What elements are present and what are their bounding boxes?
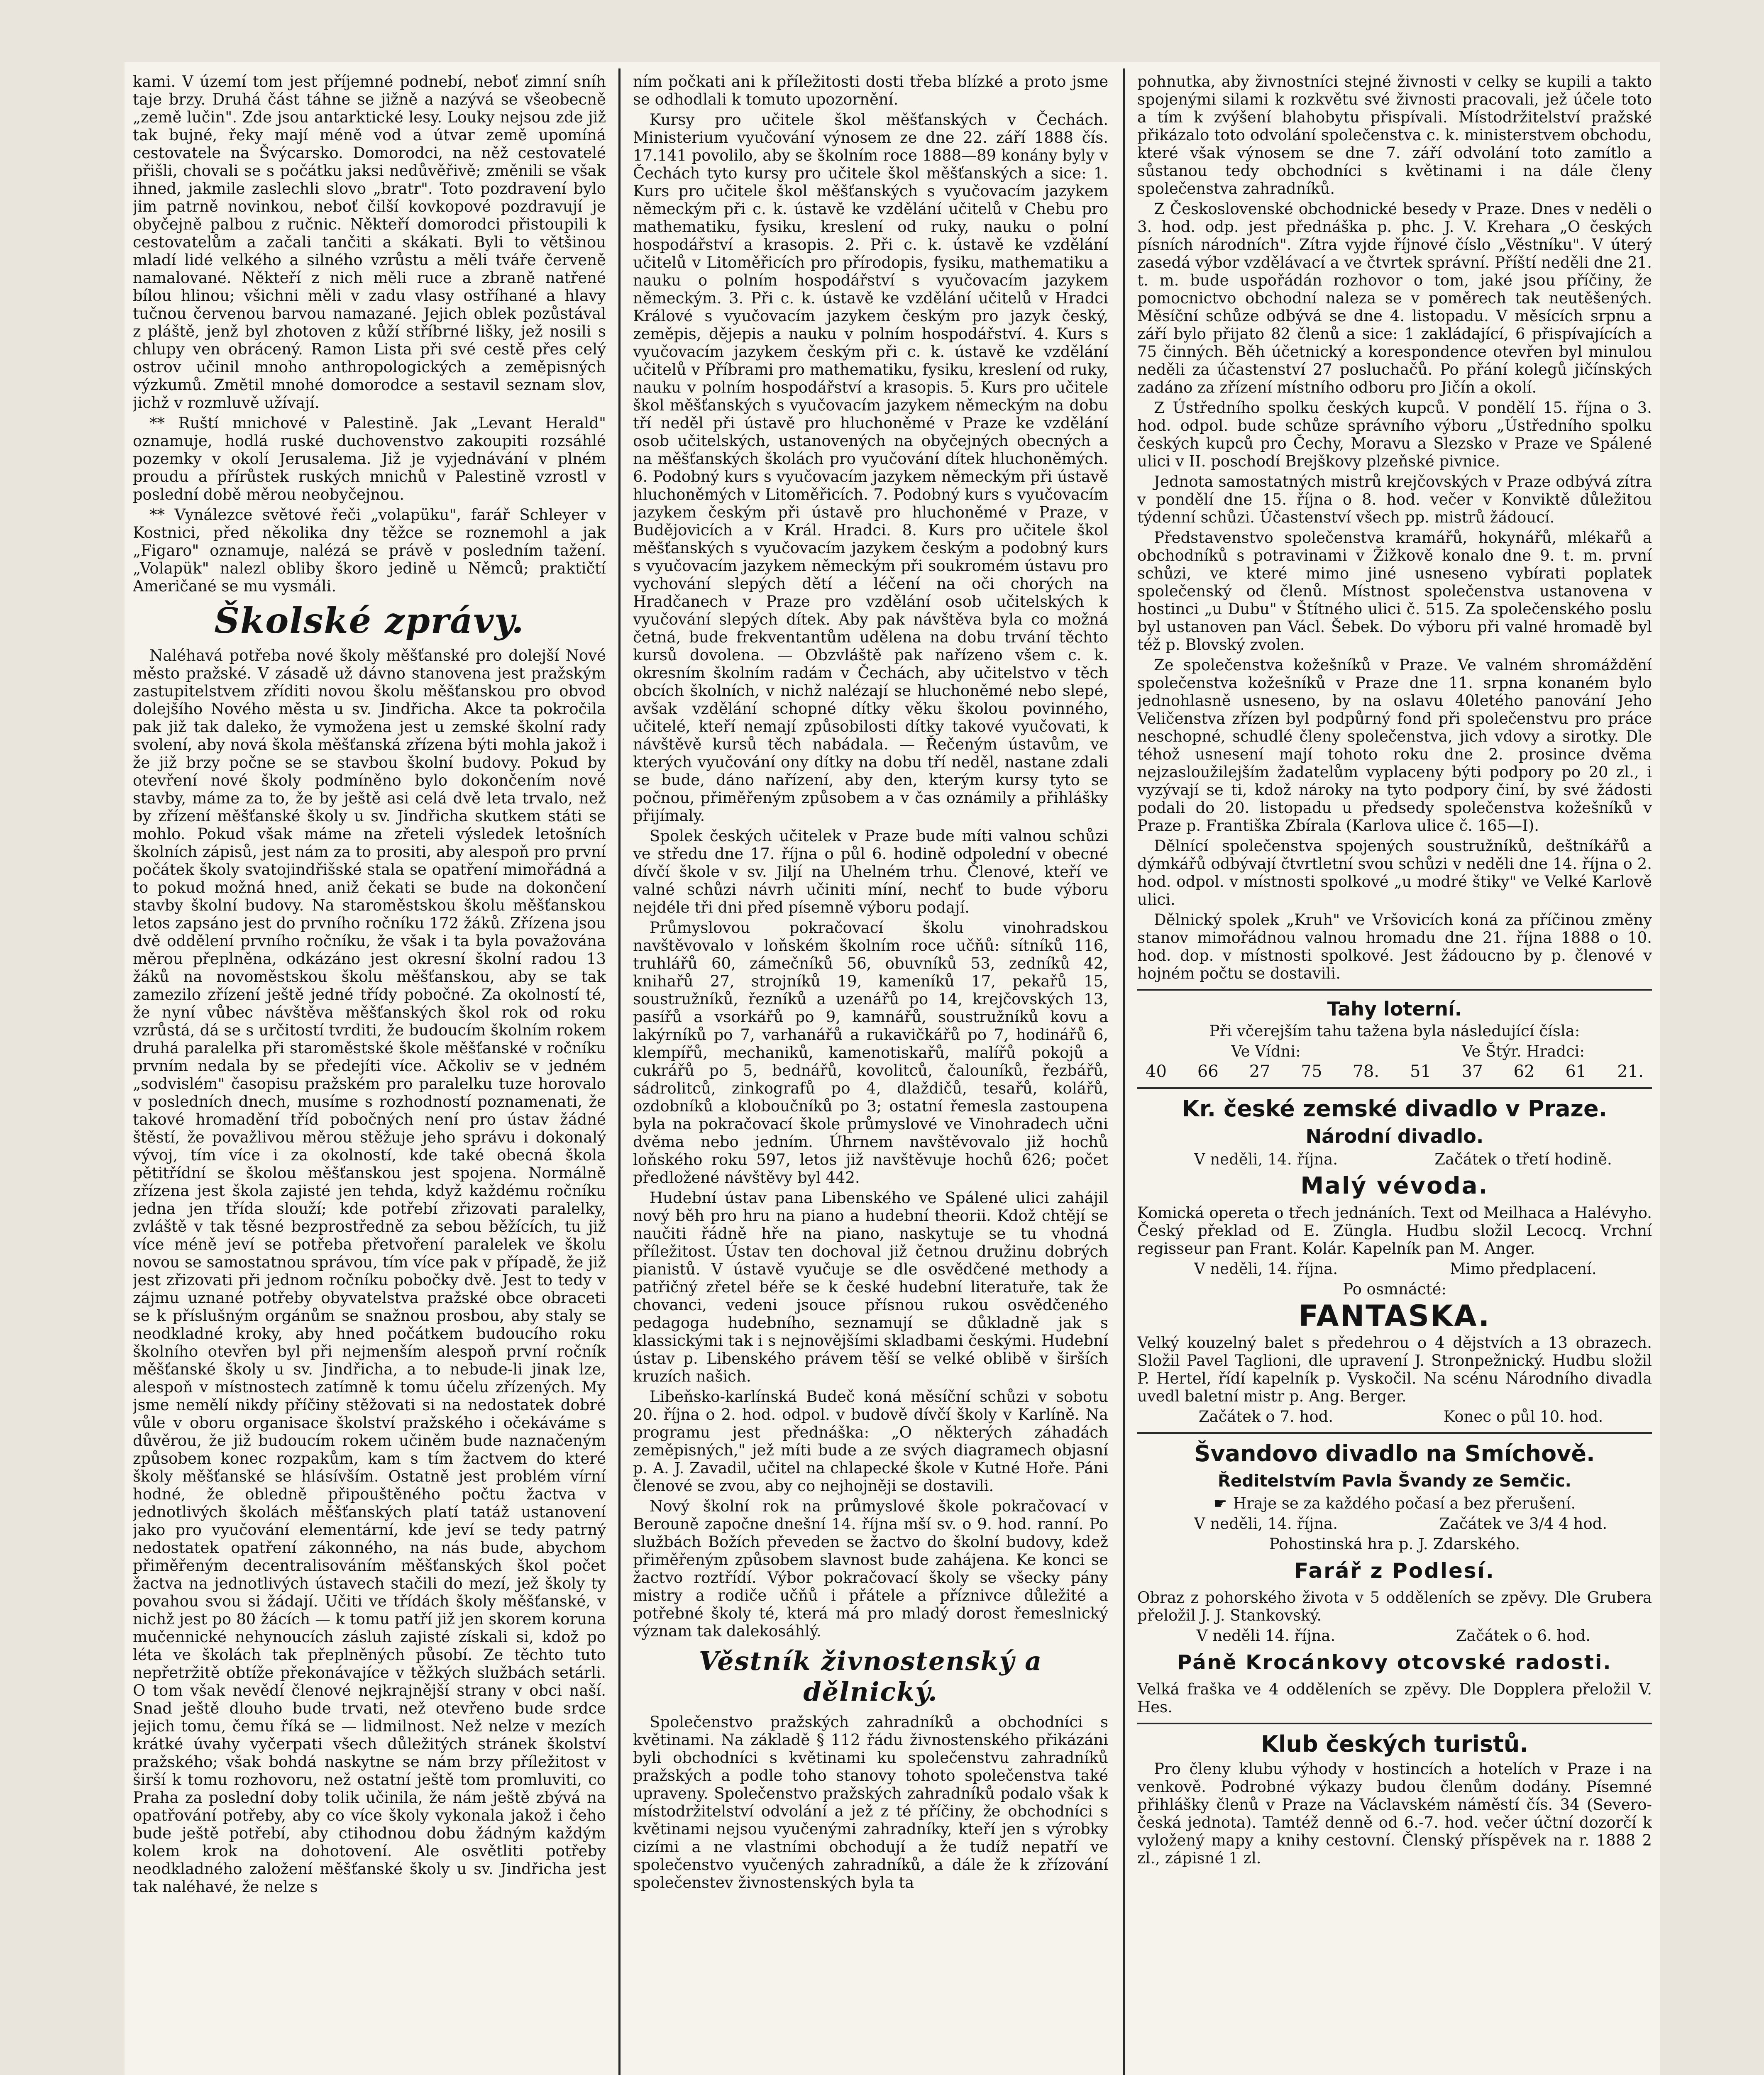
pointing-hand-icon: ☛	[1213, 1494, 1227, 1512]
lottery-locations	[1137, 1042, 1652, 1060]
national-theatre-subtitle: Národní divadlo.	[1305, 1125, 1484, 1147]
article-paragraph: Průmyslovou pokračovací školu vinohradskou navštěvovalo v loňském školním roce učňů: sítníků 116, truhlářů 60, zámečníků 56, obuvníků 53, zedníků 42, knihařů 27, strojníků 19, kameníků 17, pekařů 15, soustružníků, řezníků a uzenářů po 14, krejčovských 13, pasířů a vsorkářů po 9, kamnářů, soustružníků kovu a lakýrníků po 7, varhanářů a rukavičkářů po 7, hodinářů 6, klempířů, mechaniků, kamenotiskařů, malířů pokojů a cukrářů po 5, bednářů, kovolitců, čalouníků, řezbářů, sádrolitců, zinkografů po 4, dlaždičů, tesařů, kolářů, ozdobníků a kloboučníků po 3; ostatní řemesla zastoupena byla na pokračovací škole průmyslové ve Vinohradech učni dvěma nebo jedním. Úhrnem navštěvovalo již hochů loňského roku 597, letos již navštěvuje hochů 626; počet předložené návštěvy byl 442.	[633, 919, 1108, 1186]
lottery-number: 51	[1410, 1062, 1431, 1081]
divider	[1137, 1432, 1652, 1434]
article-paragraph: ** Ruští mnichové v Palestině. Jak „Levant Herald" oznamuje, hodlá ruské duchovenstvo zakoupiti rozsáhlé pozemky v okolí Jerusalema. Již je vyjednávání v plném proudu a přírůstek ruských mnichů v Palestině vzrostl v poslední době měrou neobyčejnou.	[133, 414, 606, 503]
article-paragraph: Spolek českých učitelek v Praze bude míti valnou schůzi ve středu dne 17. října o půl 6. hodině odpolední v obecné dívčí škole v sv. Jiljí na Uhelném trhu. Členové, kteří ve valné schůzi návrh učiniti míní, nechť to bude výboru nejdéle tři dni před písemně výboru podají.	[633, 827, 1108, 916]
column-3	[1137, 73, 1652, 2075]
article-paragraph: Naléhavá potřeba nové školy měšťanské pro dolejší Nové město pražské. V zásadě už dávno stanovena jest pražským zastupitelstvem zříditi novou školu měšťanskou pro obvod dolejšího Nového města u sv. Jindřicha. Akce ta pokročila pak již tak daleko, že vymožena jest u zemské školní rady svolení, aby nová škola měšťanská zřízena býti mohla jakož i že již brzy počne se se stavbou školní budovy. Pokud by otevření nové školy podmíněno bylo dokončením nové stavby, máme za to, že by ještě asi celá dvě leta trvalo, než by zřízení měšťanské školy u sv. Jindřicha skutkem státi se mohlo. Pokud však máme na zřeteli výsledek letošních školních zápisů, jest nám za to prositi, aby alespoň pro první počátek školy svatojindřišské stala se opatření mimořádná a to pokud možná hned, aniž čekati se bude na dokončení stavby školní budovy. Na staroměstskou školu měšťanskou letos zapsáno jest do prvního ročníku 172 žáků. Zřízena jsou dvě oddělení prvního ročníku, že však i ta byla považována měrou přeplněna, odkázáno jest okresní školní radou 13 žáků na novoměstskou školu měšťanskou, aby se tak zamezilo zřízení ještě jedné třídy pobočné. Za okolností té, že nyní vůbec návštěva měšťanských škol rok od roku vzrůstá, dá se s určitostí tvrditi, že budoucím školním rokem druhá paralelka při staroměstské škole měšťanské v ročníku prvním nedala by se předejíti více. Ačkoliv se v jedném „sodvislém" časopisu pražském pro paralelku tuze horovalo v posledních dnech, musíme s rozhodností poznamenati, že takové hromadění tříd pobočných není pro ústav žádné štěstí, že považlivou měrou stěžuje jeho správu i dokonalý vývoj, tím více i za okolností, kde také obecná škola pětitřídní se školou měšťanskou jest spojena. Normálně zřízena jest škola zajisté jen tehda, když každému ročníku jedna jen třída slouží; kde potřebí zřizovati paralelky, zvláště v tak těsné bezprostředně za sebou běžících, tu již více méně jeví se potřeba přetvoření paralelek ve školu novou se samostatnou správou, tím více pak v případě, že již jest zřizovati při jednom ročníku pobočky dvě. Jest to tedy v zájmu uznané potřeby obyvatelstva pražské obce obraceti se k příslušným orgánům se snažnou prosbou, aby staly se neodkladné kroky, aby hned počátkem budoucího roku školního otevřen byl při nejmenším alespoň první ročník měšťanské školy u sv. Jindřicha, a to nebude-li jinak lze, alespoň v místnostech zatímně k tomu účelu zřízených. My jsme nemělí nikdy příčiny stěžovati si na nedostatek dobré vůle v oboru organisace školství pražského i očekáváme s důvěrou, že již budoucím rokem učiněm bude naznačeným způsobem konec rozpakům, kam s tím žactvem do které školy měšťanské se hlásívším. Ostatně jest problém vírní hodné, že obledně připouštěného počtu žactva v jednotlivých školách měšťanských platí tatáž ustanovení jako pro vyučování elementární, kde jeví se tedy patrný nedostatek opatření zákonného, na nás bude, abychom přiměřeným decentralisováním měšťanských škol počet žactva na jednotlivých ústavech stačili do mezí, jež školy ty povahou svou si žádají. Učiti ve třídách školy měšťanské, v nichž jest po 80 žácích — k tomu patří již jen skorem koruna mučennické nehynoucích zásluh zajisté získali si, kdož po léta ve školách tak přeplněných působí. Ze těchto tuto nepřetržitě obtíže překonávajíce v těžkých službách setárli. O tom však nevědí členové nejkrajnější strany v obci naší. Snad ještě dlouho bude trvati, než otevřeno bude srdce jejich tomu, čemu říká se — lidmilnost. Než nelze v mezích krátké úvahy vyčerpati všech důležitých stránek školství pražského; však bohdá naskytne se nám brzy příležitost v širší k tomu rozhovoru, než ostatní ještě tom promluviti, co Praha za poslední doby tolik učinila, že nám ještě zbývá na opatřování potřeby, aby co více školy vykonala jakož i čeho bude ještě potřebí, aby ctihodnou dobu žádným každým kolem krok na dohotovení. Ale osvětliti potřeby neodkladného založení měšťanské školy u sv. Jindřicha jest tak naléhavé, že nelze s	[133, 647, 606, 1896]
divider	[1137, 1723, 1652, 1724]
show-time-row	[1137, 1408, 1652, 1426]
article-paragraph: Dělnící společenstva spojených soustružníků, deštníkářů a dýmkářů odbývají čtvrtletní svou schůzi v neděli dne 14. října o 2. hod. odpol. v místnosti spolkové „u modré štiky" ve Velké Karlově ulici.	[1137, 837, 1652, 908]
article-paragraph: Jednota samostatných mistrů krejčovských v Praze odbývá zítra v pondělí dne 15. října o 8. hod. večer v Konviktě důležitou týdenní schůzi. Účastenství všech pp. mistrů žádoucí.	[1137, 473, 1652, 526]
article-paragraph: Z Československé obchodnické besedy v Praze. Dnes v neděli o 3. hod. odp. jest přednáška p. phc. J. V. Krehara „O českých písních národních". Zítra vyjde říjnové číslo „Věstníku". V úterý zasedá výbor vzdělávací a ve čtvrtek správní. Příští neděli dne 21. t. m. bude uspořádán rozhovor o tom, jaké jsou příčiny, že pomocnictvo obchodní naleza se v poměrech tak neutěšených. Měsíční schůze odbývá se dne 4. listopadu. V měsících srpnu a září bylo přijato 82 členů a sice: 1 zakládající, 6 přispívajících a 75 činných. Běh účetnický a korespondence otevřen byl minulou neděli za účastenství 27 posluchačů. Po přání kolegů jičínských zadáno za zřízení místního odboru pro Jičín a okolí.	[1137, 200, 1652, 396]
show-date: V neděli, 14. října.	[1194, 1260, 1338, 1278]
lottery-number: 37	[1461, 1062, 1483, 1081]
section-title-school-news: Školské zprávy.	[214, 600, 525, 641]
article-paragraph: Nový školní rok na průmyslové škole pokračovací v Berouně započne dnešní 14. října mší sv. o 9. hod. ranní. Po službách Božích převeden se žactvo do školní budovy, kdež přiměřeným způsobem slavnost bude zahájena. Ke konci se žactvo roztřídí. Výbor pokračovací školy se všecky pány mistry a rodiče učňů i přátele a příznivce důležité a potřebné školy té, která má pro mladý dorost řemeslnický význam tak dalekosáhlý.	[633, 1497, 1108, 1640]
article-paragraph: ním počkati ani k příležitosti dosti třeba blízké a proto jsme se odhodlali k tomuto upozornění.	[633, 73, 1108, 108]
lottery-number: 66	[1197, 1062, 1219, 1081]
divider	[1137, 1087, 1652, 1089]
svanda-theatre-subtitle: Ředitelstvím Pavla Švandy ze Semčic.	[1218, 1472, 1571, 1491]
lottery-number: 21.	[1617, 1062, 1644, 1081]
show-date: V neděli, 14. října.	[1194, 1150, 1338, 1168]
play-description: Velká fraška ve 4 odděleních se zpěvy. Dle Dopplera přeložil V. Hes.	[1137, 1680, 1652, 1716]
lottery-hradec-label: Ve Štýr. Hradci:	[1462, 1042, 1585, 1060]
play-title: Malý vévoda.	[1300, 1172, 1489, 1199]
show-start: Začátek o 7. hod.	[1198, 1408, 1334, 1426]
column-1	[133, 73, 606, 2075]
article-paragraph: Společenstvo pražských zahradníků a obchodníci s květinami. Na základě § 112 řádu živnostenského přikázáni byli obchodníci s květinami ku společenstvu zahradníků pražských a podle toho stanovy tohoto společenstva také upraveny. Společenstvo pražských zahradníků podalo však k místodržitelství odvolání a jež z té příčiny, že obchodníci s květinami nejsou vyučenými zahradníky, kteří jen s výrobky cizími a ne vlastními obchodují a že tudíž nepatří ve společenstvo vyučených zahradníků, a dále že k zřízování společenstev živnostenských byla ta	[633, 1713, 1108, 1892]
show-time-row	[1137, 1150, 1652, 1168]
article-paragraph: Hudební ústav pana Libenského ve Spálené ulici zahájil nový běh pro hru na piano a hudební theorii. Kdož chtějí se naučiti řádně hře na piano, naskytuje se tu vhodná příležitost. Ústav ten dochoval již četnou družinu dobrých pianistů. V ústavě vyučuje se dle osvědčené methody a patřičný zřetel béře se k české hudební literatuře, tak že chovanci, vedeni jsouce přísnou rukou osvědčeného pedagoga hudebního, seznamují se důkladně jak s klassickými tak i s nejnovějšími skladbami českými. Hudební ústav p. Libenského právem těší se velké oblibě v širších kruzích našich.	[633, 1189, 1108, 1385]
show-date: V neděli, 14. října.	[1194, 1515, 1338, 1533]
guest-performance: Pohostinská hra p. J. Zdarského.	[1269, 1535, 1520, 1553]
show-time-row	[1137, 1260, 1652, 1278]
article-paragraph: Dělnický spolek „Kruh" ve Vršovicích koná za příčinou změny stanov mimořádnou valnou hromadu dne 21. října 1888 o 10. hod. dop. v místnosti spolkové. Jest žádoucno by p. členové v hojném počtu se dostavili.	[1137, 911, 1652, 982]
column-2	[633, 73, 1108, 2075]
play-title: FANTASKA.	[1298, 1299, 1491, 1333]
lottery-vienna-label: Ve Vídni:	[1231, 1042, 1301, 1060]
show-start: Začátek ve 3/4 4 hod.	[1439, 1515, 1608, 1533]
national-theatre-title: Kr. české zemské divadlo v Praze.	[1182, 1096, 1608, 1122]
lottery-title: Tahy loterní.	[1327, 998, 1462, 1020]
article-paragraph: Z Ústředního spolku českých kupců. V pondělí 15. října o 3. hod. odpol. bude schůze správního výboru „Ústředního spolku českých kupců pro Čechy, Moravu a Slezsko v Praze ve Spálené ulici v II. poschodí Brejškovy plzeňské pivnice.	[1137, 399, 1652, 470]
play-title: Farář z Podlesí.	[1294, 1559, 1495, 1583]
lottery-number: 75	[1301, 1062, 1322, 1081]
column-divider	[1123, 68, 1125, 2075]
lottery-number: 62	[1513, 1062, 1535, 1081]
lottery-intro: Při včerejším tahu tažena byla následující čísla:	[1209, 1022, 1580, 1040]
column-divider	[618, 68, 621, 2075]
lottery-number: 40	[1146, 1062, 1167, 1081]
show-time-row	[1137, 1515, 1652, 1533]
lottery-number: 27	[1249, 1062, 1270, 1081]
tourist-club-text: Pro členy klubu výhody v hostincích a hotelích v Praze i na venkově. Podrobné výkazy budou členům dodány. Písemné přihlášky členů v Praze na Václavském náměstí čís. 34 (Severo-česká jednota). Tamtéž denně od 6.-7. hod. večer účtní dozorčí k vyložený mapy a knihy cestovní. Členský příspěvek na r. 1888 2 zl., zápisné 1 zl.	[1137, 1760, 1652, 1867]
show-time-row	[1137, 1627, 1652, 1645]
divider	[1137, 989, 1652, 991]
show-note: Mimo předplacení.	[1450, 1260, 1597, 1278]
article-paragraph: Představenstvo společenstva kramářů, hokynářů, mlékařů a obchodníků s potravinami v Žižkově konalo dne 9. t. m. první schůzi, ve které mimo jiné usneseno vybírati poplatek společenský od členů. Místnost společenstva ustanovena v hostinci „u Dubu" v Štítného ulici č. 515. Za společenského poslu byl ustanoven pan Václ. Šebek. Do výboru při valné hromadě byl též p. Blovský zvolen.	[1137, 529, 1652, 654]
lottery-numbers	[1146, 1063, 1644, 1081]
show-end: Konec o půl 10. hod.	[1443, 1408, 1603, 1426]
lottery-number: 61	[1565, 1062, 1587, 1081]
article-paragraph: Ze společenstva kožešníků v Praze. Ve valném shromáždění společenstva kožešníků v Praze dne 11. srpna konaném bylo jednohlasně usneseno, by na oslavu 40letého panování Jeho Veličenstva zřízen byl podpůrný fond při společenstvu pro práce neschopné, schudlé členy společenstva, jich vdovy a sirotky. Dle téhož usnesení mají tohoto roku dne 2. prosince dvěma nejzasloužilejším žadatelům vyplaceny býti podpory po 20 zl., i vyzývají se ti, kdož nároky na tyto podpory činí, by své žádosti podali do 20. listopadu u předsedy společenstva kožešníků v Praze p. Františka Zbírala (Karlova ulice č. 165—I).	[1137, 656, 1652, 835]
newspaper-page	[125, 62, 1660, 2075]
section-title-trade-news: Věstník živnostenský a dělnický.	[699, 1646, 1043, 1707]
article-paragraph: kami. V území tom jest příjemné podnebí, neboť zimní sníh taje brzy. Druhá část táhne se jižně a nazývá se všeobecně „země lučin". Zde jsou antarktické lesy. Louky nejsou zde již tak bujné, řeky mají méně vod a útvar země upomíná cestovatele na Švýcarsko. Domorodci, na něž cestovatelé přišli, chovali se s počátku jaksi nedůvěřivě; změnili se však ihned, jakmile zaslechli slovo „bratr". Toto pozdravení bylo jim patrně novinkou, neboť čilší kovkopové pozdravují je obyčejně palbou z ručnic. Někteří domorodci přistoupili k cestovatelům a začali tančiti a skákati. Byli to většinou mladí lidé velkého a silného vzrůstu a měli tváře červeně namalované. Někteří z nich měli ruce a zbraně natřené bílou hlinou; všichni měli v zadu vlasy ostříhané a hlavy tučnou červenou barvou namazané. Jejich oblek pozůstával z pláště, jenž byl zhotoven z kůží stříbrné lišky, jež nosili s chlupy ven obrácený. Ramon Lista při své cestě přes celý ostrov učinil mnoho anthropologických a zeměpisných výzkumů. Změtil mnohé domorodce a sestavil seznam slov, jichž v rozmluvě užívají.	[133, 73, 606, 412]
play-title: Páně Krocánkovy otcovské radosti.	[1177, 1651, 1612, 1674]
article-paragraph: pohnutka, aby živnostníci stejné živnosti v celky se kupili a takto spojenými silami k rozkvětu své živnosti pracovali, jež účele toto a tím k zvýšení blahobytu přispívali. Místodržitelství pražské přikázalo toto odvolání společenstva c. k. ministerstvem obchodu, které však výnosem se dne 7. září odvolání toto zamítlo a sůstanou tedy obchodníci s květinami i na dále členy společenstva zahradníků.	[1137, 73, 1652, 198]
lottery-number: 78.	[1353, 1062, 1379, 1081]
show-start: Začátek o 6. hod.	[1456, 1627, 1591, 1645]
svanda-notice-text: Hraje se za každého počasí a bez přerušení.	[1233, 1494, 1576, 1512]
article-paragraph: Kursy pro učitele škol měšťanských v Čechách. Ministerium vyučování výnosem ze dne 22. září 1888 čís. 17.141 povolilo, aby se školním roce 1888—89 konány byly v Čechách tyto kursy pro učitele škol měšťanských a sice: 1. Kurs pro učitele škol měšťanských s vyučovacím jazykem německým při c. k. ústavě ke vzdělání učitelů v Chebu pro mathematiku, fysiku, kreslení od ruky, nauku o polní hospodářství a krasopis. 2. Při c. k. ústavě ke vzdělání učitelů v Litoměřicích pro přírodopis, fysiku, mathematiku a nauku o polním hospodářství s vyučovacím jazykem německým. 3. Při c. k. ústavě ke vzdělání učitelů v Hradci Králové s vyučovacím jazykem českým pro jazyk český, zeměpis, dějepis a nauku v polním hospodářství. 4. Kurs s vyučovacím jazykem českým při c. k. ústavě ke vzdělání učitelů v Příbrami pro mathematiku, fysiku, kreslení od ruky, nauku v polním hospodářství a krasopis. 5. Kurs pro učitele škol měšťanských s vyučovacím jazykem německým na dobu tří neděl při ústavě pro hluchoněmé v Praze ke vzdělání osob učitelských, ustanovených na obyčejných obecných a na měšťanských školách pro vyučování dítek hluchoněmých. 6. Podobný kurs s vyučovacím jazykem německým při ústavě hluchoněmých v Litoměřicích. 7. Podobný kurs s vyučovacím jazykem českým při ústavě pro hluchoněmé v Praze, v Budějovicích a v Král. Hradci. 8. Kurs pro učitele škol měšťanských s vyučovacím jazykem českým a podobný kurs s vyučovacím jazykem německým při soukromém ústavu pro vychování slepých dětí a léčení na oči chorých na Hradčanech v Praze pro vzdělání osob učitelských k vyučování slepých dítek. Aby pak návštěva byla co možná četná, bude frekventantům udělena na dobu trvání těchto kursů dovolena. — Obzvláště pak nařízeno všem c. k. okresním školním radám v Čechách, aby učitelstvo v těch obcích školních, v nichž nalézají se hluchoněmé nebo slepé, avšak vzdělání schopné dítky věku školou povinného, učitelé, kteří nemají způsobilosti dítky takové vyučovati, k návštěvě kursů těch nabádala. — Řečeným ústavům, ve kterých vyučování ony dítky na dobu tří neděl, nastane zdali se bude, dáno nařízení, aby den, kterým kursy tyto se počnou, přiměřeným způsobem a v čas oznámily a přihlášky přijímaly.	[633, 111, 1108, 825]
play-description: Obraz z pohorského života v 5 odděleních se zpěvy. Dle Grubera přeložil J. J. Stankovský.	[1137, 1589, 1652, 1624]
svanda-theatre-title: Švandovo divadlo na Smíchově.	[1194, 1440, 1595, 1467]
play-description: Komická opereta o třech jednáních. Text od Meilhaca a Halévyho. Český překlad od E. Züngla. Hudbu složil Lecocq. Vrchní regisseur pan Frant. Kolár. Kapelník pan M. Anger.	[1137, 1204, 1652, 1257]
show-start: Začátek o třetí hodině.	[1434, 1150, 1612, 1168]
article-paragraph: ** Vynálezce světové řeči „volapüku", farář Schleyer v Kostnici, před několika dny těžce se roznemohl a jak „Figaro" oznamuje, nalézá se právě v posledním tažení. „Volapük" nalezl obliby škoro jedině u Němců; praktičtí Američané se mu vysmáli.	[133, 506, 606, 595]
play-description: Velký kouzelný balet s předehrou o 4 dějstvích a 13 obrazech. Složil Pavel Taglioni, dle upravení J. Stronpežnický. Hudbu složil P. Hertel, řídí kapelník p. Vyskočil. Na scénu Národního divadla uvedl baletní mistr p. Ang. Berger.	[1137, 1334, 1652, 1405]
show-date: V neděli 14. října.	[1196, 1627, 1336, 1645]
article-paragraph: Libeňsko-karlínská Budeč koná měsíční schůzi v sobotu 20. října o 2. hod. odpol. v budově dívčí školy v Karlíně. Na programu jest přednáška: „O některých záhadách zeměpisných," jež míti bude a ze svých diagramech objasní p. A. J. Zavadil, učitel na chlapecké škole v Kutné Hoře. Páni členové se zvou, aby co nejhojněji se dostavili.	[633, 1388, 1108, 1495]
svanda-notice	[1137, 1494, 1652, 1512]
performance-count: Po osmnácté:	[1343, 1280, 1446, 1298]
tourist-club-title: Klub českých turistů.	[1261, 1731, 1528, 1757]
